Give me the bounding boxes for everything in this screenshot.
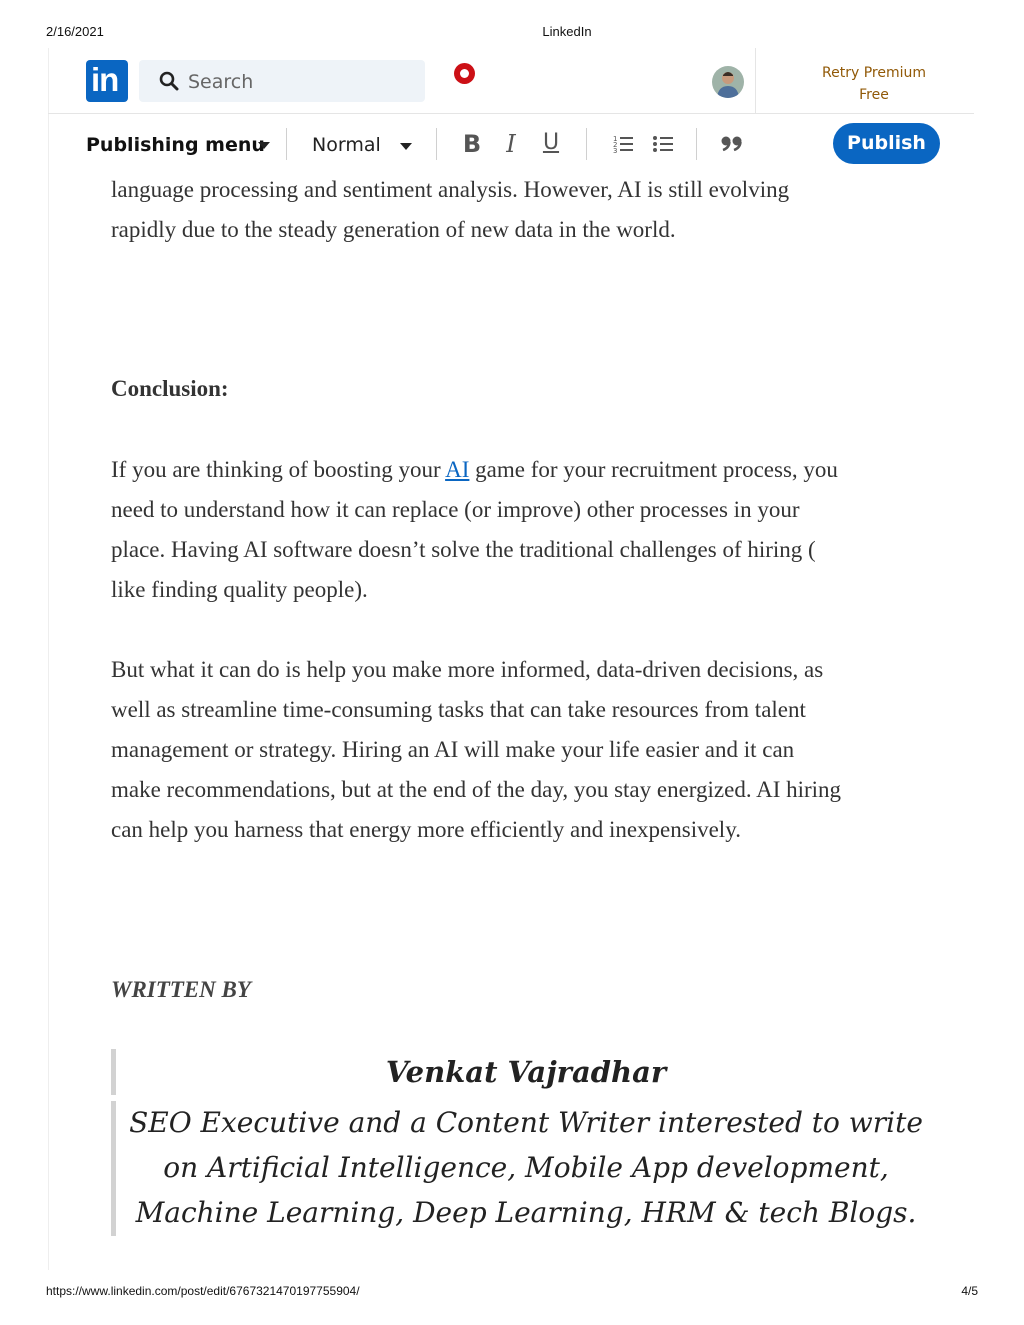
publish-button[interactable]: Publish (833, 123, 940, 164)
text-style-label: Normal (312, 134, 381, 156)
chevron-down-icon[interactable] (258, 142, 270, 149)
retry-premium-link[interactable] (808, 62, 940, 106)
bold-button[interactable]: B (462, 130, 482, 158)
article-paragraph (111, 170, 911, 250)
avatar-image (712, 66, 744, 98)
paragraph-line: language processing and sentiment analysis. However, AI is still evolving (111, 177, 790, 202)
premium-line-2: Free (859, 87, 889, 103)
paragraph-text: If you are thinking of boosting your (111, 457, 446, 482)
paragraph-line: like finding quality people). (111, 577, 368, 602)
italic-button[interactable]: I (506, 130, 516, 158)
author-bio (126, 1100, 926, 1235)
paragraph-line: make recommendations, but at the end of the day, you stay energized. AI hiring (111, 777, 842, 802)
paragraph-line: place. Having AI software doesn’t solve the traditional challenges of hiring ( (111, 537, 816, 562)
paragraph-line (111, 450, 911, 490)
paragraph-text: game for your recruitment process, you (469, 457, 838, 482)
author-bio-line: on Artificial Intelligence, Mobile App development, (163, 1151, 889, 1184)
svg-text:3: 3 (613, 147, 618, 154)
numbered-list-icon[interactable] (613, 134, 635, 154)
paragraph-line: But what it can do is help you make more informed, data-driven decisions, as (111, 657, 824, 682)
print-title: LinkedIn (542, 24, 592, 39)
ai-link[interactable]: AI (445, 457, 470, 482)
underline-button[interactable]: U (542, 130, 560, 155)
paragraph-line: rapidly due to the steady generation of new data in the world. (111, 217, 676, 242)
linkedin-logo-icon[interactable] (86, 60, 128, 102)
toolbar-divider (696, 128, 697, 160)
search-placeholder: Search (188, 71, 254, 93)
logo-text: in (91, 61, 119, 98)
author-name: Venkat Vajradhar (385, 1055, 667, 1089)
svg-text:2: 2 (613, 141, 618, 149)
print-page-number: 4/5 (961, 1284, 978, 1298)
quote-bar (111, 1101, 116, 1236)
publishing-menu-label: Publishing menu (86, 134, 265, 156)
record-icon[interactable] (454, 63, 475, 84)
article-paragraph (111, 650, 911, 850)
quote-icon[interactable] (721, 136, 743, 152)
paragraph-line: management or strategy. Hiring an AI will make your life easier and it can (111, 737, 795, 762)
search-input[interactable] (139, 60, 425, 102)
premium-line-1: Retry Premium (822, 65, 926, 81)
avatar[interactable] (712, 66, 744, 98)
quote-bar (111, 1049, 116, 1095)
paragraph-line: need to understand how it can replace (or improve) other processes in your (111, 497, 800, 522)
paragraph-line: can help you harness that energy more efficiently and inexpensively. (111, 817, 741, 842)
nav-divider (755, 48, 756, 114)
conclusion-heading: Conclusion: (111, 376, 229, 401)
author-bio-line: Machine Learning, Deep Learning, HRM & tech Blogs. (135, 1196, 917, 1229)
paragraph-line: well as streamline time-consuming tasks that can take resources from talent (111, 697, 806, 722)
print-date: 2/16/2021 (46, 24, 104, 39)
article-paragraph (111, 450, 911, 610)
bulleted-list-icon[interactable] (653, 134, 675, 154)
chevron-down-icon[interactable] (400, 143, 412, 150)
svg-text:1: 1 (613, 135, 618, 143)
toolbar-divider (586, 128, 587, 160)
toolbar-divider (436, 128, 437, 160)
publishing-menu-button[interactable] (86, 134, 265, 156)
author-bio-line: SEO Executive and a Content Writer interested to write (129, 1106, 923, 1139)
global-nav (48, 48, 974, 114)
text-style-dropdown[interactable] (312, 134, 381, 156)
search-icon (159, 71, 179, 91)
editor-toolbar (48, 114, 974, 174)
written-by-label: WRITTEN BY (111, 977, 251, 1002)
toolbar-divider (286, 128, 287, 160)
print-url: https://www.linkedin.com/post/edit/6767321470197755904/ (46, 1284, 360, 1298)
